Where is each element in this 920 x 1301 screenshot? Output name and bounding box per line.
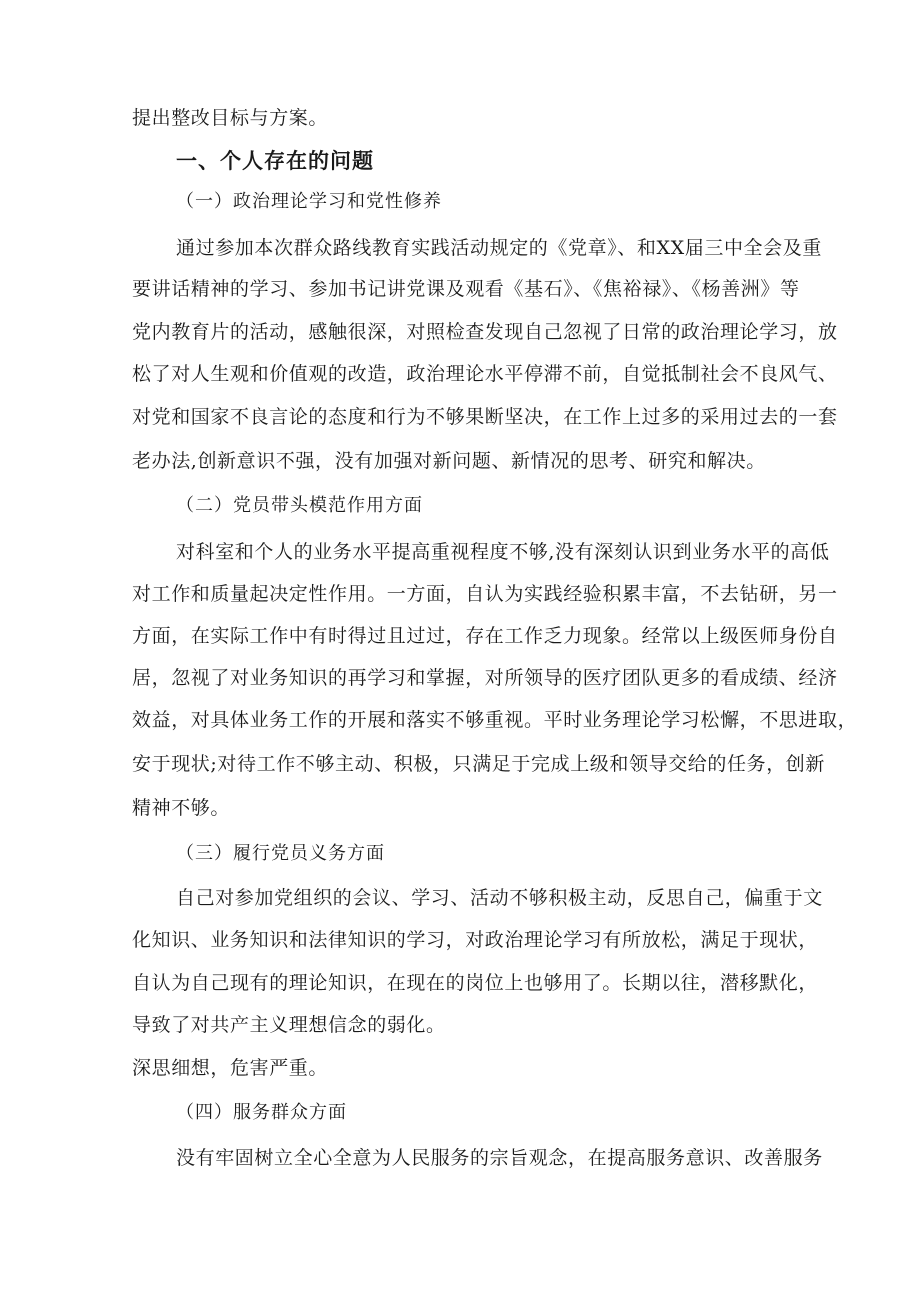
- paragraph-line: 居，忽视了对业务知识的再学习和掌握，对所领导的医疗团队更多的看成绩、经济: [132, 667, 838, 689]
- paragraph-line: 对党和国家不良言论的态度和行为不够果断坚决，在工作上过多的采用过去的一套: [132, 406, 838, 428]
- subsection-title: （二）党员带头模范作用方面: [176, 495, 423, 516]
- paragraph-line: 自认为自己现有的理论知识，在现在的岗位上也够用了。长期以往，潜移默化，: [132, 972, 819, 994]
- paragraph-line: 通过参加本次群众路线教育实践活动规定的《党章》、和XX届三中全会及重: [176, 237, 822, 259]
- paragraph-line: 党内教育片的活动，感触很深，对照检查发现自己忽视了日常的政治理论学习，放: [132, 321, 838, 343]
- intro-line: 提出整改目标与方案。: [132, 107, 329, 129]
- paragraph-line: 对科室和个人的业务水平提高重视程度不够,没有深刻认识到业务水平的高低: [176, 541, 830, 563]
- paragraph-line: 要讲话精神的学习、参加书记讲党课及观看《基石》、《焦裕禄》、《杨善洲》等: [132, 278, 800, 300]
- section-title: 一、个人存在的问题: [176, 149, 374, 173]
- paragraph-line: 深思细想，危害严重。: [132, 1057, 329, 1079]
- paragraph-line: 没有牢固树立全心全意为人民服务的宗旨观念，在提高服务意识、改善服务: [176, 1147, 823, 1169]
- paragraph-line: 老办法,创新意识不强，没有加强对新问题、新情况的思考、研究和解决。: [132, 450, 766, 472]
- subsection-title: （四）服务群众方面: [176, 1102, 347, 1123]
- paragraph-line: 导致了对共产主义理想信念的弱化。: [132, 1014, 446, 1036]
- subsection-title: （一）政治理论学习和党性修养: [176, 191, 442, 212]
- paragraph-line: 松了对人生观和价值观的改造，政治理论水平停滞不前，自觉抵制社会不良风气、: [132, 363, 838, 385]
- paragraph-line: 对工作和质量起决定性作用。一方面，自认为实践经验积累丰富，不去钻研，另一: [132, 583, 838, 605]
- paragraph-line: 化知识、业务知识和法律知识的学习，对政治理论学习有所放松，满足于现状，: [132, 929, 819, 951]
- paragraph-line: 自己对参加党组织的会议、学习、活动不够积极主动，反思自己，偏重于文: [176, 887, 823, 909]
- paragraph-line: 精神不够。: [132, 797, 231, 819]
- paragraph-line: 方面，在实际工作中有时得过且过过，存在工作乏力现象。经常以上级医师身份自: [132, 625, 838, 647]
- paragraph-line: 效益，对具体业务工作的开展和落实不够重视。平时业务理论学习松懈，不思进取，: [132, 709, 858, 731]
- paragraph-line: 安于现状;对待工作不够主动、积极，只满足于完成上级和领导交给的任务，创新: [132, 753, 826, 775]
- subsection-title: （三）履行党员义务方面: [176, 843, 385, 864]
